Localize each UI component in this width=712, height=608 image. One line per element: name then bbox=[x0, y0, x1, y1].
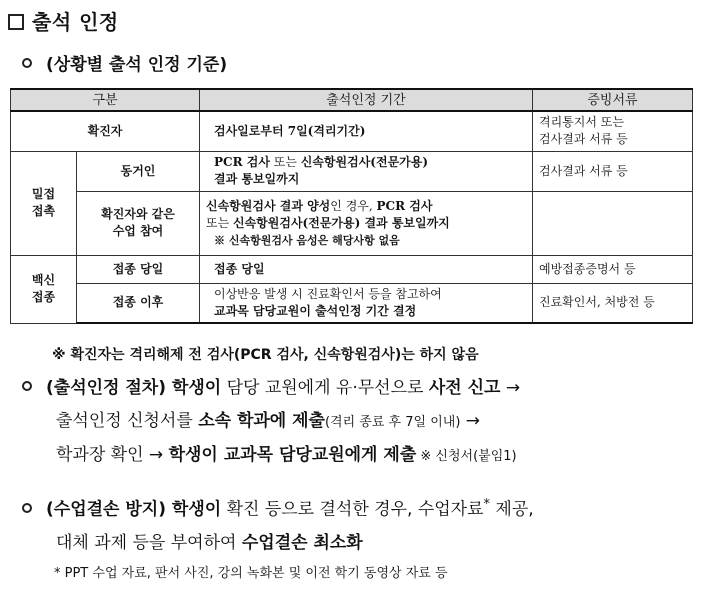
prevention-text: 대체 과제 등을 부여하여 bbox=[56, 532, 242, 553]
docs-confirmed bbox=[533, 111, 693, 151]
table-row bbox=[11, 191, 693, 255]
bullet-circle-icon bbox=[22, 503, 32, 513]
period-text: 인 경우, bbox=[330, 198, 377, 213]
period-vaccine-after bbox=[200, 283, 533, 323]
criteria-subtitle bbox=[22, 50, 227, 75]
header-period: 출석인정 기간 bbox=[200, 89, 533, 111]
procedure-line-2 bbox=[22, 405, 694, 439]
period-text: 신속항원검사 결과 양성 bbox=[206, 198, 331, 213]
table-header-row bbox=[11, 89, 693, 111]
table-row bbox=[11, 255, 693, 283]
procedure-text: 담당 교원에게 유·무선으로 bbox=[221, 378, 429, 398]
prevention-text: 제공, bbox=[490, 499, 534, 520]
period-text: 결과 통보일까지 bbox=[214, 172, 300, 186]
label-line: 수업 참여 bbox=[112, 224, 164, 238]
period-text: 신속항원검사(전문가용) 결과 통보일까지 bbox=[233, 215, 450, 230]
docs-vaccine-after: 진료확인서, 처방전 등 bbox=[533, 283, 693, 323]
footnote: * PPT 수업 자료, 판서 사진, 강의 녹화본 및 이전 학기 동영상 자료 등 bbox=[54, 566, 448, 581]
row-label-vaccine-after: 접종 이후 bbox=[77, 283, 200, 323]
row-label-classmate bbox=[77, 191, 200, 255]
table-row bbox=[11, 283, 693, 323]
docs-classmate bbox=[533, 191, 693, 255]
header-category: 구분 bbox=[11, 89, 200, 111]
checkbox-square-icon bbox=[8, 14, 24, 30]
row-label-confirmed: 확진자 bbox=[11, 111, 200, 151]
criteria-subtitle-text: (상황별 출석 인정 기준) bbox=[46, 55, 228, 75]
procedure-line-3 bbox=[22, 439, 694, 473]
period-text: 교과목 담당교원이 출석인정 기간 결정 bbox=[214, 303, 417, 318]
procedure-paragraph bbox=[22, 372, 694, 473]
row-label-cohabitant: 동거인 bbox=[77, 151, 200, 191]
period-text: 이상반응 발생 시 진료확인서 등을 참고하여 bbox=[214, 286, 442, 301]
docs-line: 격리통지서 또는 bbox=[539, 115, 624, 130]
prevention-text: 확진 등으로 결석한 경우, 수업자료 bbox=[221, 499, 484, 520]
arrow-right-icon: → bbox=[500, 378, 521, 398]
procedure-text: 출석인정 신청서를 bbox=[56, 411, 199, 431]
prevention-paragraph bbox=[22, 488, 694, 560]
procedure-emphasis: 사전 신고 bbox=[428, 378, 501, 398]
period-text: 또는 bbox=[269, 155, 301, 169]
period-text: 또는 bbox=[206, 215, 233, 230]
period-text: PCR 검사 bbox=[376, 198, 433, 213]
procedure-emphasis: 학생이 교과목 담당교원에게 제출 bbox=[168, 445, 417, 465]
prevention-emphasis: 수업결손 최소화 bbox=[241, 532, 363, 553]
period-cohabitant bbox=[200, 151, 533, 191]
row-label-vaccine-day: 접종 당일 bbox=[77, 255, 200, 283]
procedure-deadline: (격리 종료 후 7일 이내) bbox=[324, 415, 461, 430]
group-close-contact: 밀접 접촉 bbox=[11, 151, 77, 255]
period-classmate bbox=[200, 191, 533, 255]
period-confirmed: 검사일로부터 7일(격리기간) bbox=[200, 111, 533, 151]
arrow-right-icon: → bbox=[460, 411, 481, 431]
table-row bbox=[11, 151, 693, 191]
docs-cohabitant: 검사결과 서류 등 bbox=[533, 151, 693, 191]
procedure-heading: (출석인정 절차) 학생이 bbox=[46, 378, 222, 398]
period-note: ※ 신속항원검사 음성은 해당사항 없음 bbox=[214, 233, 400, 247]
attachment-reference: ※ 신청서(붙임1) bbox=[416, 449, 517, 464]
bullet-circle-icon bbox=[22, 58, 32, 68]
footnote-marker: * bbox=[483, 497, 491, 512]
period-text: PCR 검사 bbox=[214, 155, 270, 169]
period-text: 신속항원검사(전문가용) bbox=[300, 155, 429, 169]
period-vaccine-day: 접종 당일 bbox=[200, 255, 533, 283]
attendance-criteria-table bbox=[10, 88, 693, 324]
prevention-heading: (수업결손 방지) 학생이 bbox=[46, 499, 222, 520]
table-row bbox=[11, 111, 693, 151]
label-line: 확진자와 같은 bbox=[101, 207, 175, 221]
confirmed-test-note: ※ 확진자는 격리해제 전 검사(PCR 검사, 신속항원검사)는 하지 않음 bbox=[52, 347, 479, 363]
docs-vaccine-day: 예방접종증명서 등 bbox=[533, 255, 693, 283]
section-title-text: 출석 인정 bbox=[32, 10, 119, 34]
prevention-line-2 bbox=[22, 527, 694, 560]
docs-line: 검사결과 서류 등 bbox=[539, 132, 628, 147]
group-vaccination: 백신 접종 bbox=[11, 255, 77, 323]
procedure-text: 학과장 확인 → bbox=[56, 445, 169, 465]
bullet-circle-icon bbox=[22, 381, 32, 391]
procedure-emphasis: 소속 학과에 제출 bbox=[198, 411, 325, 431]
header-documents: 증빙서류 bbox=[533, 89, 693, 111]
section-title bbox=[8, 6, 119, 35]
